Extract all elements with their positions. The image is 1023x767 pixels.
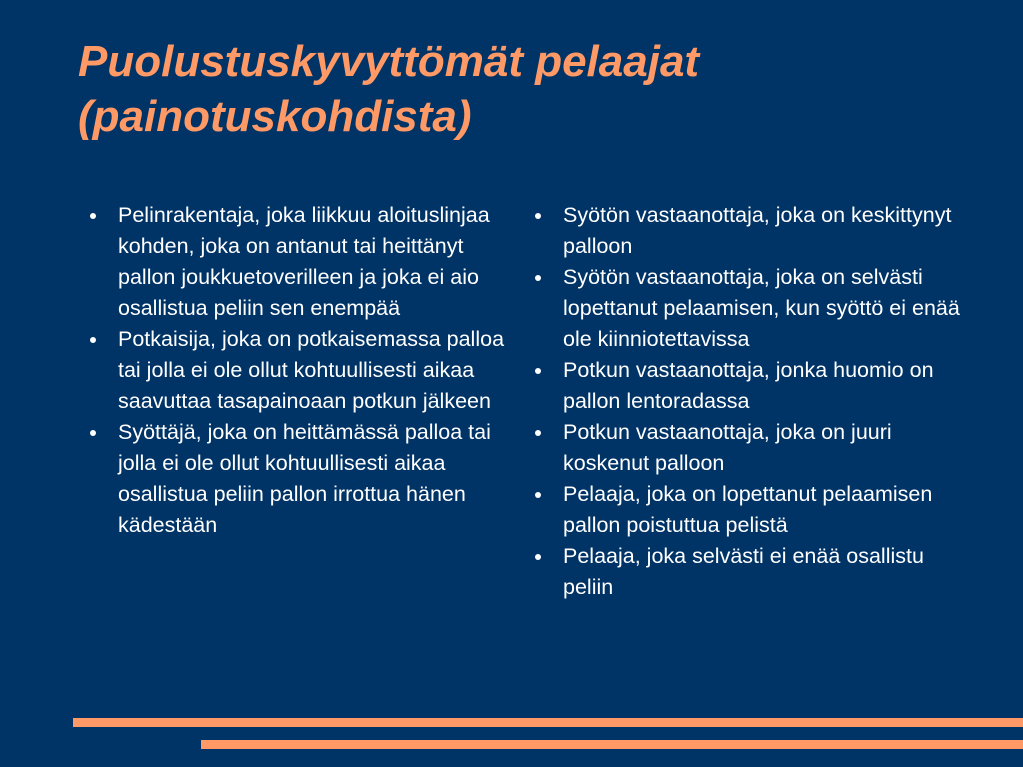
slide-title-line-2: (painotuskohdista) (78, 92, 472, 141)
list-item (535, 541, 975, 603)
list-item-text: Syötön vastaanottaja, joka on keskittynyt palloon (563, 203, 952, 258)
list-item-text: Syöttäjä, joka on heittämässä palloa tai jolla ei ole ollut kohtuullisesti aikaa osallistua peliin pallon irrottua hänen kädestään (118, 420, 491, 537)
list-item-text: Syötön vastaanottaja, joka on selvästi lopettanut pelaamisen, kun syöttö ei enää ole kiinniotettavissa (563, 265, 960, 351)
slide-title (78, 34, 978, 144)
list-item (90, 200, 515, 324)
bullet-icon (90, 430, 96, 436)
bullet-icon (535, 213, 541, 219)
list-item-text: Potkun vastaanottaja, joka on juuri koskenut palloon (563, 420, 892, 475)
list-item (90, 324, 515, 417)
right-bullet-list (535, 200, 975, 603)
list-item (535, 200, 975, 262)
list-item-text: Pelaaja, joka selvästi ei enää osallistu peliin (563, 544, 924, 599)
list-item (535, 262, 975, 355)
bullet-icon (535, 368, 541, 374)
list-item (90, 417, 515, 541)
bullet-icon (535, 492, 541, 498)
bullet-icon (535, 554, 541, 560)
list-item-text: Pelinrakentaja, joka liikkuu aloituslinjaa kohden, joka on antanut tai heittänyt pallon joukkuetoverilleen ja joka ei aio osallistua peliin sen enempää (118, 203, 490, 320)
list-item-text: Potkun vastaanottaja, jonka huomio on pallon lentoradassa (563, 358, 934, 413)
decorative-bar-top (73, 718, 1023, 727)
bullet-icon (535, 275, 541, 281)
list-item-text: Pelaaja, joka on lopettanut pelaamisen pallon poistuttua pelistä (563, 482, 933, 537)
list-item (535, 479, 975, 541)
bullet-icon (90, 337, 96, 343)
bullet-icon (90, 213, 96, 219)
list-item (535, 417, 975, 479)
bullet-icon (535, 430, 541, 436)
left-bullet-list (90, 200, 515, 541)
slide-title-line-1: Puolustuskyvyttömät pelaajat (78, 37, 700, 86)
list-item-text: Potkaisija, joka on potkaisemassa palloa tai jolla ei ole ollut kohtuullisesti aikaa saavuttaa tasapainoaan potkun jälkeen (118, 327, 505, 413)
list-item (535, 355, 975, 417)
decorative-bar-bottom (201, 740, 1023, 749)
